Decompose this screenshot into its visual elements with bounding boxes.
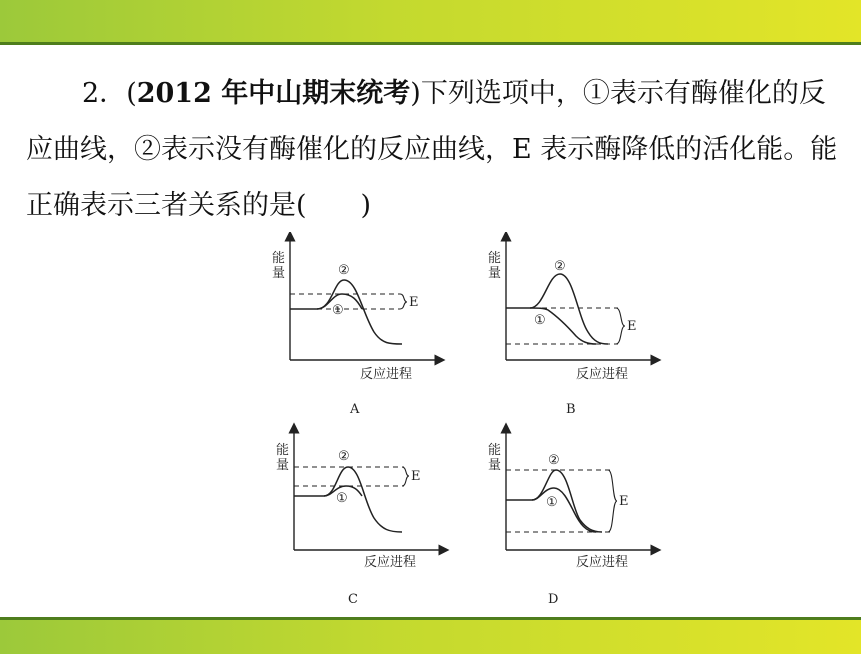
y-axis-label-char2: 量 xyxy=(272,266,286,281)
curve-2-mark: ② xyxy=(548,453,560,468)
y-axis-label-char2: 量 xyxy=(488,266,502,281)
option-b-graph xyxy=(478,232,678,422)
top-decor-band xyxy=(0,0,861,42)
top-divider xyxy=(0,42,861,45)
y-axis-label-char1: 能 xyxy=(488,251,502,266)
curve-1-mark: ① xyxy=(534,313,546,328)
curve-1-mark: ① xyxy=(332,303,344,318)
option-a-graph xyxy=(262,232,462,422)
option-c-label: C xyxy=(348,592,358,607)
curve-2-mark: ② xyxy=(338,449,350,464)
option-d-label: D xyxy=(548,592,559,607)
energy-label: E xyxy=(409,295,419,310)
curve-1-mark: ① xyxy=(546,495,558,510)
x-axis-label: 反应进程 xyxy=(360,367,413,382)
bottom-decor-band xyxy=(0,620,861,654)
curve-2-mark: ② xyxy=(554,259,566,274)
energy-label: E xyxy=(411,469,421,484)
curve-1-mark: ① xyxy=(336,491,348,506)
question-number: 2． xyxy=(82,78,127,109)
y-axis-label-char1: 能 xyxy=(276,443,290,458)
question-source: 2012 年中山期末统考 xyxy=(136,78,411,109)
question-text: 2．(2012 年中山期末统考)下列选项中，①表示有酶催化的反应曲线，②表示没有酶催化的反应曲线，E 表示酶降低的活化能。能正确表示三者关系的是( ) xyxy=(26,78,838,221)
option-a-label: A xyxy=(350,402,360,417)
x-axis-label: 反应进程 xyxy=(576,555,629,570)
curve-2-mark: ② xyxy=(338,263,350,278)
question-body: 下列选项中，①表示有酶催化的反应曲线，②表示没有酶催化的反应曲线，E 表示酶降低的活化能。能正确表示三者关系的是( ) xyxy=(26,78,838,221)
x-axis-label: 反应进程 xyxy=(576,367,629,382)
y-axis-label-char1: 能 xyxy=(272,251,286,266)
energy-label: E xyxy=(619,494,629,509)
y-axis-label-char1: 能 xyxy=(488,443,502,458)
energy-label: E xyxy=(627,319,637,334)
option-c-graph xyxy=(266,422,466,612)
y-axis-label-char2: 量 xyxy=(488,458,502,473)
option-b-label: B xyxy=(566,402,576,417)
y-axis-label-char2: 量 xyxy=(276,458,290,473)
option-d-graph xyxy=(478,422,678,612)
x-axis-label: 反应进程 xyxy=(364,555,417,570)
